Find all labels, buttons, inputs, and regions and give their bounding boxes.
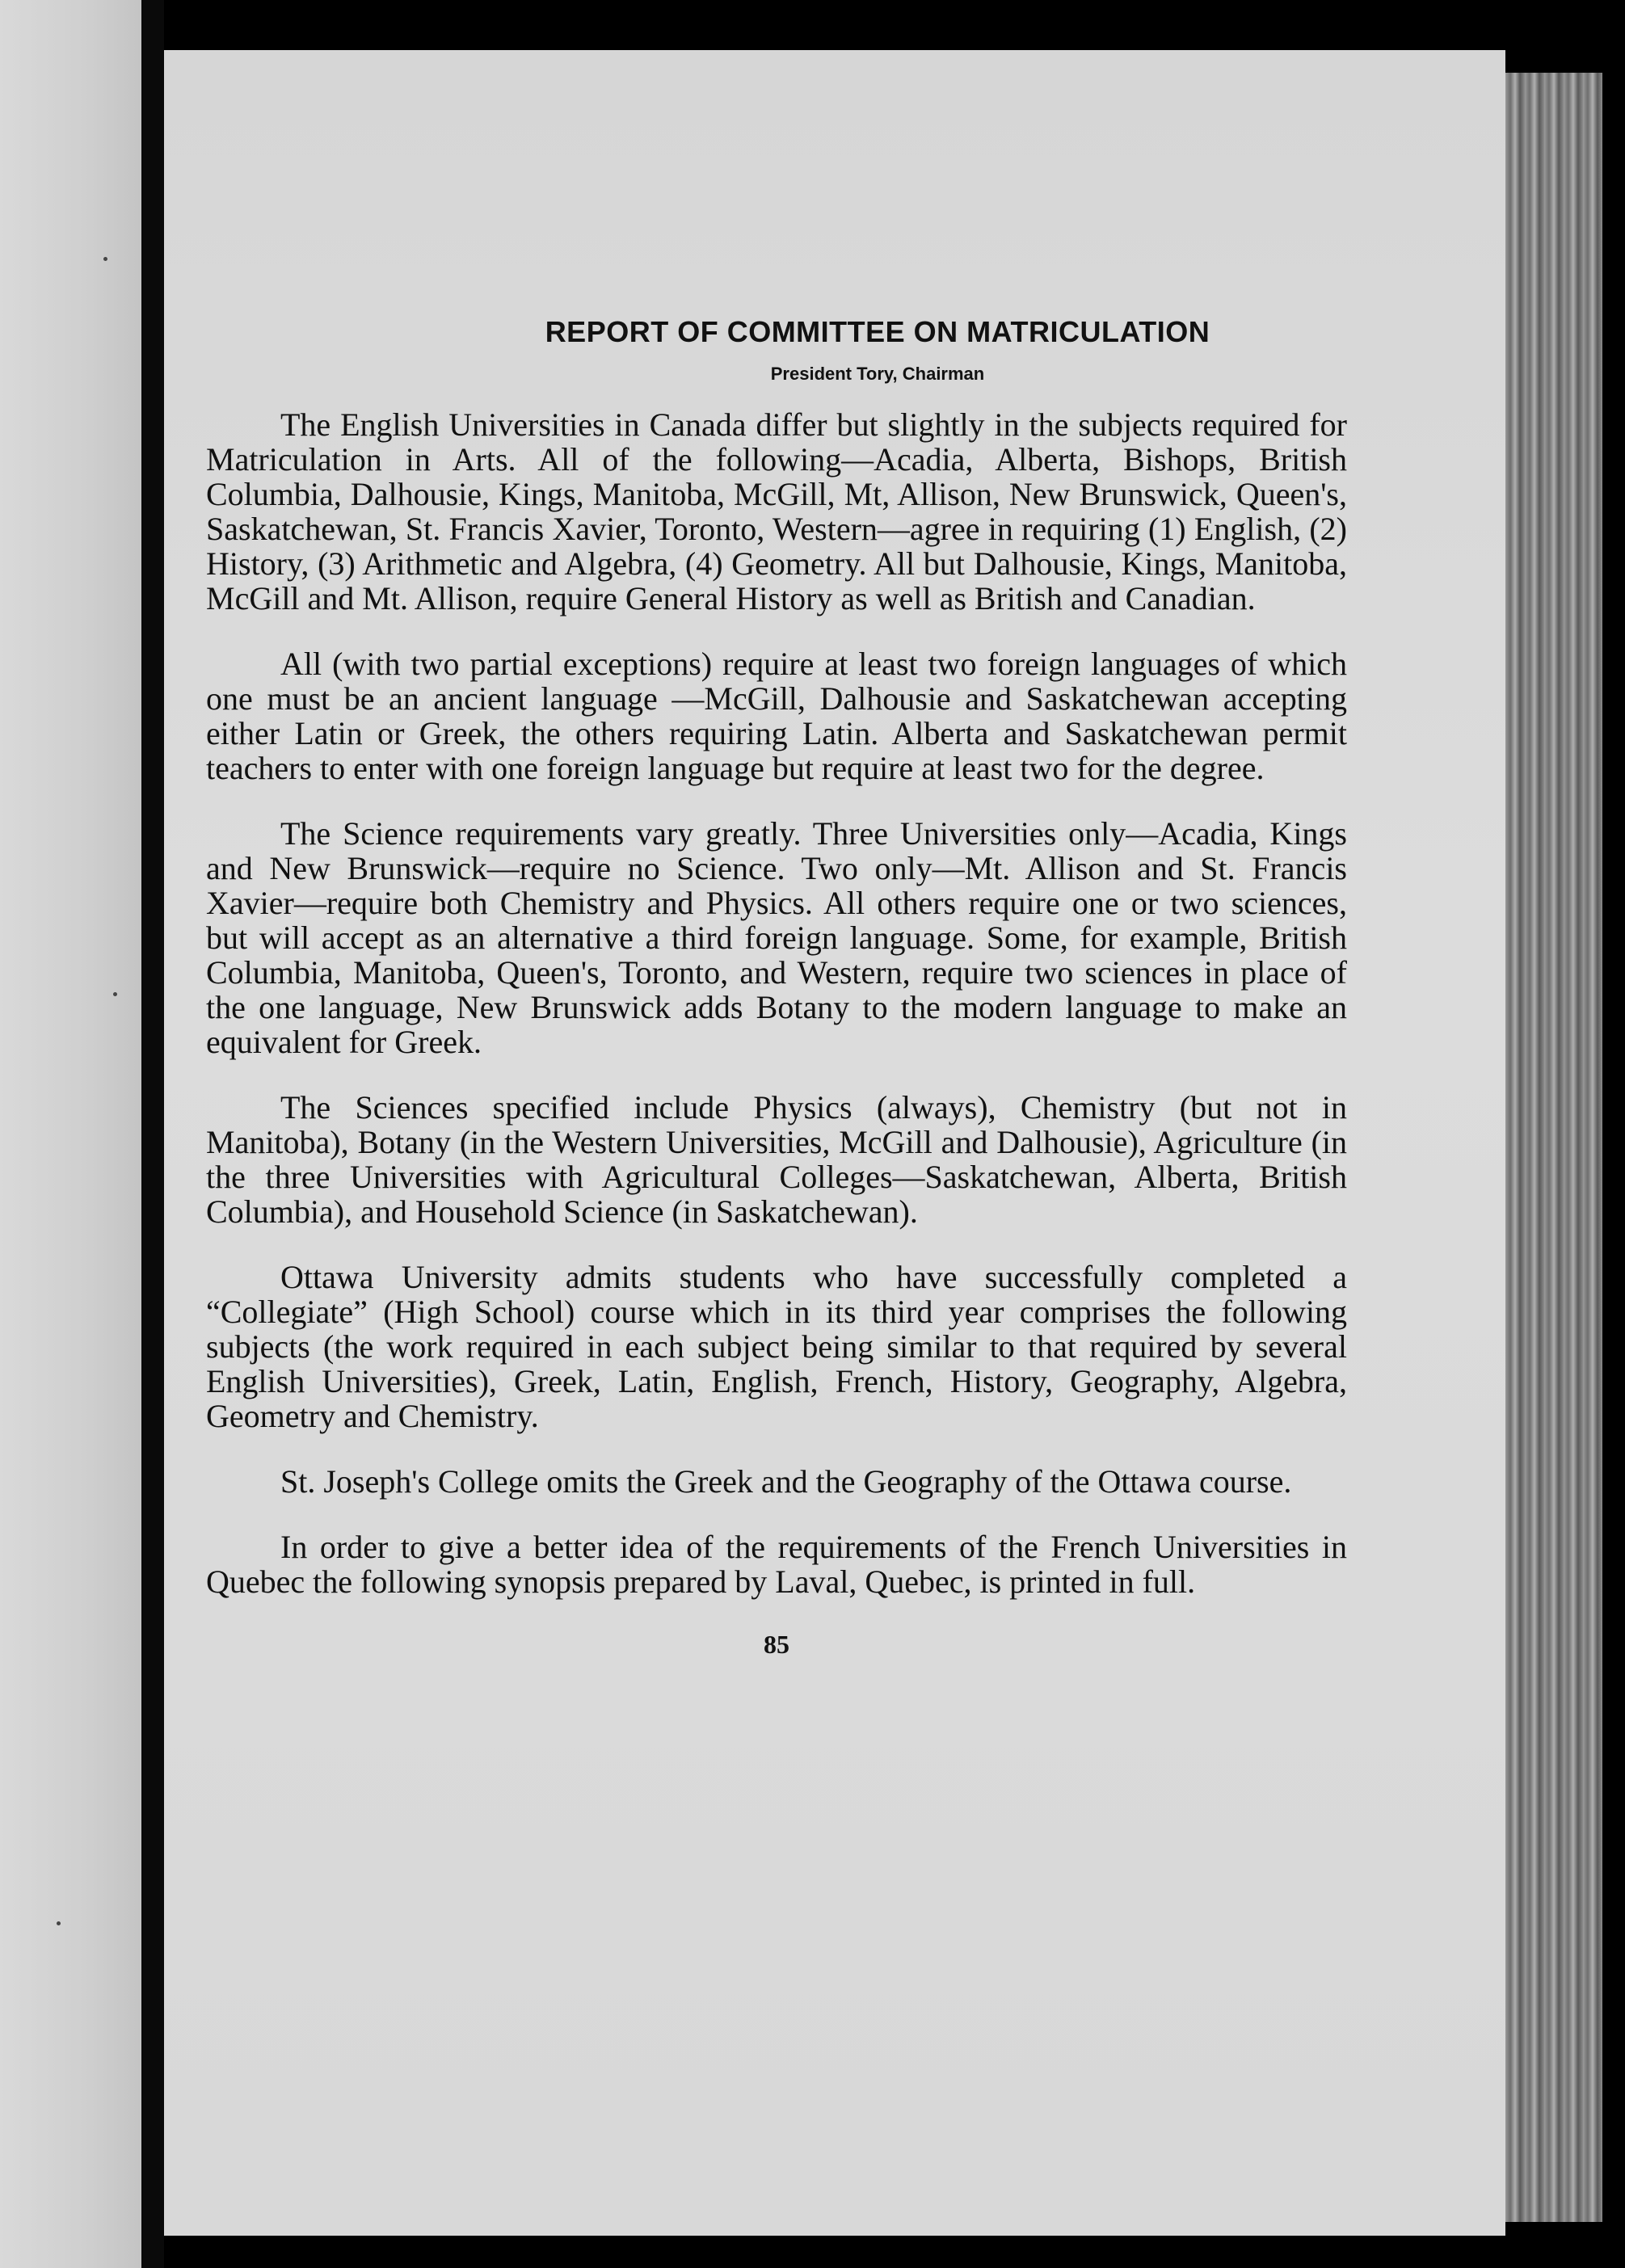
paragraph-ottawa-university: Ottawa University admits students who have successfully completed a “Collegiate” (High School) course which in its third year comprises the following subjects (the work required in each subject being similar to that required by several English Universities), Greek, Latin, English, French, History, Geography, Algebra, Geometry and Chemistry. <box>206 1259 1347 1434</box>
paragraph-st-josephs: St. Joseph's College omits the Greek and the Geography of the Ottawa course. <box>280 1463 1292 1500</box>
report-subtitle: President Tory, Chairman <box>770 364 985 384</box>
paragraph-foreign-languages: All (with two partial exceptions) require at least two foreign languages of which one must be an ancient language —McGill, Dalhousie and Saskatchewan accepting either Latin or Greek, the others requiring Latin. Alberta and Saskatchewan permit teachers to enter with one foreign language but require at least two for the degree. <box>206 646 1347 786</box>
facing-page-edge <box>0 0 141 2268</box>
page-text <box>206 315 1347 1660</box>
speck <box>103 257 107 261</box>
page-edges-stack <box>1505 73 1602 2222</box>
paragraph-sciences-specified: The Sciences specified include Physics (always), Chemistry (but not in Manitoba), Botany (in the Western Universities, McGill and Dalhousie), Agriculture (in the three Universities with Agricultural Colleges—Saskatchewan, Alberta, British Columbia), and Household Science (in Saskatchewan). <box>206 1089 1347 1230</box>
speck <box>57 1921 61 1925</box>
report-title: REPORT OF COMMITTEE ON MATRICULATION <box>545 315 1210 348</box>
paragraph-science-requirements: The Science requirements vary greatly. Three Universities only—Acadia, Kings and New Brunswick—require no Science. Two only—Mt. Allison and St. Francis Xavier—require both Chemistry and Physics. All others require one or two sciences, but will accept as an alternative a third foreign language. Some, for example, British Columbia, Manitoba, Queen's, Toronto, and Western, require two sciences in place of the one language, New Brunswick adds Botany to the modern language to make an equivalent for Greek. <box>206 815 1347 1060</box>
paragraph-french-universities: In order to give a better idea of the requirements of the French Universities in Quebec the following synopsis prepared by Laval, Quebec, is printed in full. <box>206 1529 1347 1600</box>
page-number: 85 <box>764 1630 789 1659</box>
paragraph-english-universities: The English Universities in Canada differ but slightly in the subjects required for Matriculation in Arts. All of the following—Acadia, Alberta, Bishops, British Columbia, Dalhousie, Kings, Manitoba, McGill, Mt, Allison, New Brunswick, Queen's, Saskatchewan, St. Francis Xavier, Toronto, Western—agree in requiring (1) English, (2) History, (3) Arithmetic and Algebra, (4) Geometry. All but Dalhousie, Kings, Manitoba, McGill and Mt. Allison, require General History as well as British and Canadian. <box>206 406 1347 616</box>
speck <box>113 992 117 996</box>
book-spine-shadow <box>141 0 164 2268</box>
